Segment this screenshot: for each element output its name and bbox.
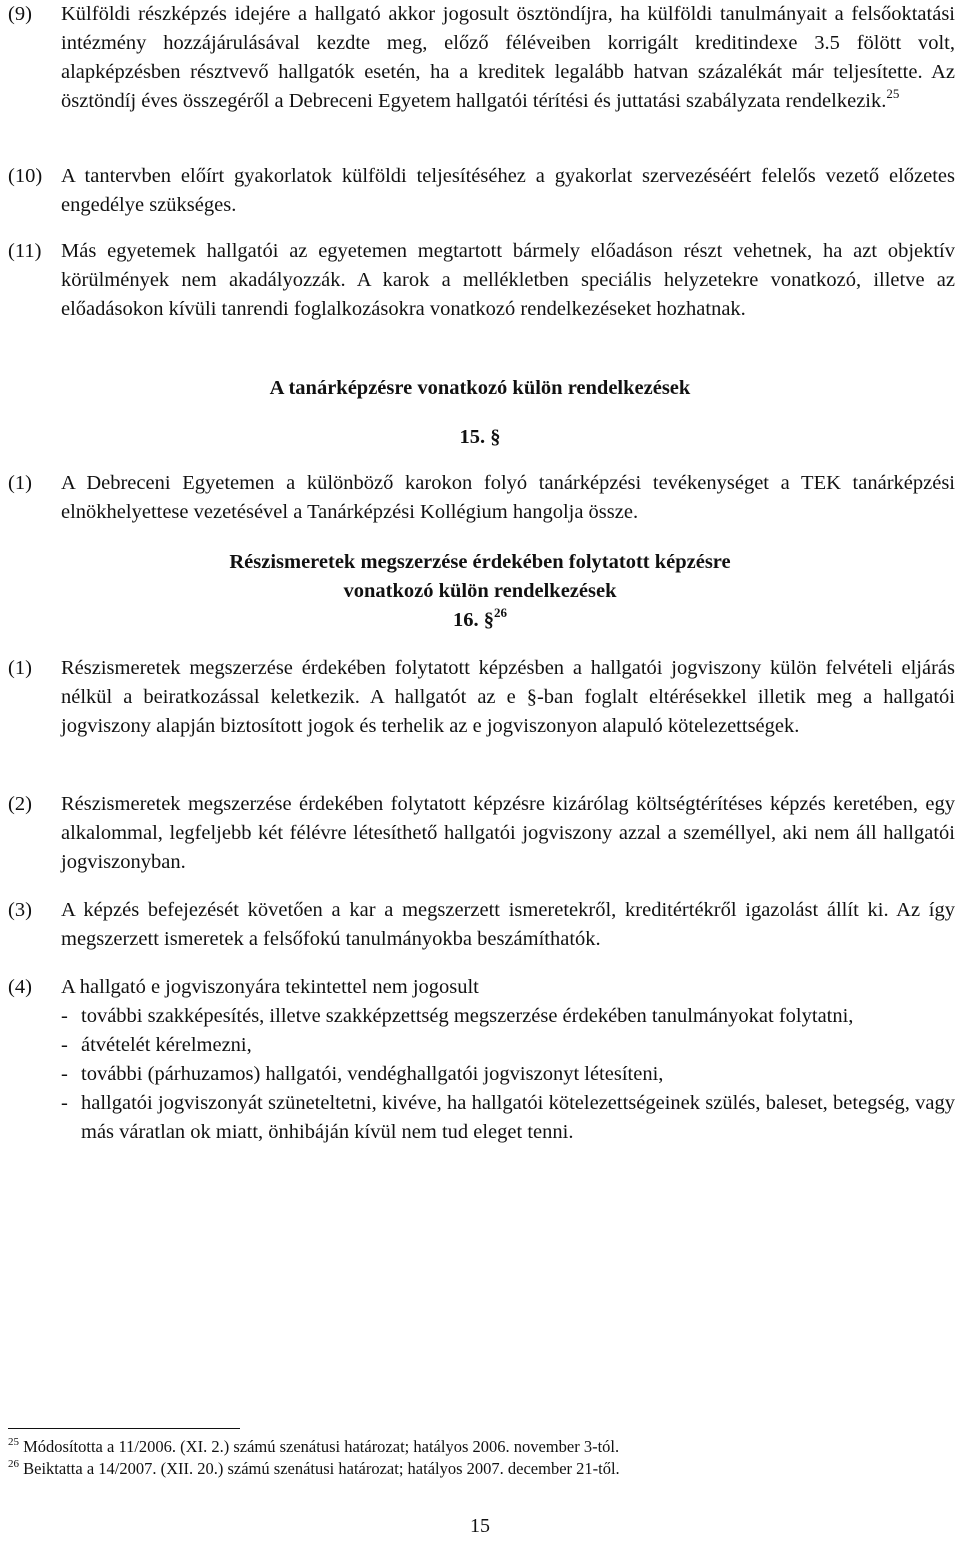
section-heading: A tanárképzésre vonatkozó külön rendelkezések bbox=[269, 377, 691, 399]
paragraph-11 bbox=[8, 237, 955, 324]
footnote-reference[interactable]: 26 bbox=[494, 605, 507, 620]
list-item bbox=[61, 1031, 955, 1060]
footnote-text: Beiktatta a 14/2007. (XII. 20.) számú szenátusi határozat; hatályos 2007. december 21-től. bbox=[23, 1459, 620, 1478]
footnote bbox=[8, 1459, 908, 1479]
section-number: 15. § bbox=[459, 426, 501, 448]
section-16-paragraph-4 bbox=[8, 973, 955, 1147]
section-number-text: 16. § bbox=[453, 609, 494, 631]
list-item bbox=[61, 1089, 955, 1147]
footnote-divider bbox=[8, 1428, 240, 1429]
list-item-text: hallgatói jogviszonyát szüneteltetni, kivéve, ha hallgatói kötelezettségeinek szülés, baleset, betegség, vagy más váratlan ok miatt, önhibáján kívül nem tud eleget tenni. bbox=[81, 1092, 955, 1143]
paragraph-number: (11) bbox=[8, 240, 42, 262]
list-item-text: további (párhuzamos) hallgatói, vendéghallgatói jogviszonyt létesíteni, bbox=[81, 1063, 664, 1085]
paragraph-10 bbox=[8, 162, 955, 220]
paragraph-9 bbox=[8, 0, 955, 116]
section-16-paragraph-1 bbox=[8, 654, 955, 741]
paragraph-number: (4) bbox=[8, 976, 32, 998]
list-item-text: további szakképesítés, illetve szakképzettség megszerzése érdekében tanulmányokat folytatni, bbox=[81, 1005, 854, 1027]
paragraph-intro: A hallgató e jogviszonyára tekintettel nem jogosult bbox=[61, 976, 479, 998]
section-16-paragraph-3 bbox=[8, 896, 955, 954]
list-item bbox=[61, 1060, 955, 1089]
paragraph-text: A tantervben előírt gyakorlatok külföldi teljesítéséhez a gyakorlat szervezéséért felelős vezető előzetes engedélye szükséges. bbox=[61, 165, 955, 216]
footnote-mark: 26 bbox=[8, 1458, 19, 1470]
paragraph-number: (10) bbox=[8, 165, 43, 187]
paragraph-text: Részismeretek megszerzése érdekében folytatott képzésre kizárólag költségtérítéses képzés keretében, egy alkalommal, legfeljebb két félévre létesíthető hallgatói jogviszony azzal a személlyel, aki nem áll hallgatói jogviszonyban. bbox=[61, 793, 955, 873]
list-item bbox=[61, 1002, 955, 1031]
footnote-reference[interactable]: 25 bbox=[886, 86, 900, 101]
paragraph-text: Más egyetemek hallgatói az egyetemen megtartott bármely előadáson részt vehetnek, ha azt objektív körülmények nem akadályozzák. A karok a mellékletben speciális helyzetekre vonatkozó, illetve az előadásokon kívüli tanrendi foglalkozásokra vonatkozó rendelkezéseket hozhatnak. bbox=[61, 240, 955, 320]
paragraph-number: (1) bbox=[8, 472, 32, 494]
list-marker: - bbox=[61, 1092, 68, 1114]
paragraph-number: (3) bbox=[8, 899, 32, 921]
list-item-text: átvételét kérelmezni, bbox=[81, 1034, 252, 1056]
page-number: 15 bbox=[470, 1515, 490, 1537]
section-heading-line-1: Részismeretek megszerzése érdekében folytatott képzésre bbox=[229, 551, 731, 573]
paragraph-number: (2) bbox=[8, 793, 32, 815]
section-number bbox=[0, 606, 960, 635]
list-marker: - bbox=[61, 1034, 68, 1056]
section-16-paragraph-2 bbox=[8, 790, 955, 877]
list-marker: - bbox=[61, 1005, 68, 1027]
footnote-mark: 25 bbox=[8, 1436, 19, 1448]
footnote bbox=[8, 1437, 908, 1457]
restriction-list bbox=[61, 1002, 955, 1147]
paragraph-text: Külföldi részképzés idejére a hallgató akkor jogosult ösztöndíjra, ha külföldi tanulmányait a felsőoktatási intézmény hozzájárulásával kezdte meg, előző féléveiben korrigált kreditindexe 3.5 fölött volt, alapképzésben résztvevő hallgatók esetén, ha a kreditek legalább hatvan százalékát már teljesítette. Az ösztöndíj éves összegéről a Debreceni Egyetem hallgatói térítési és juttatási szabályzata rendelkezik. bbox=[61, 3, 955, 112]
list-marker: - bbox=[61, 1063, 68, 1085]
section-15-paragraph-1 bbox=[8, 469, 955, 527]
section-heading-line-2: vonatkozó külön rendelkezések bbox=[343, 580, 617, 602]
paragraph-text: A Debreceni Egyetemen a különböző karokon folyó tanárképzési tevékenységet a TEK tanárképzési elnökhelyettese vezetésével a Tanárképzési Kollégium hangolja össze. bbox=[61, 472, 955, 523]
paragraph-number: (9) bbox=[8, 3, 32, 25]
footnote-text: Módosította a 11/2006. (XI. 2.) számú szenátusi határozat; hatályos 2006. november 3-tól. bbox=[23, 1437, 620, 1456]
paragraph-text: A képzés befejezését követően a kar a megszerzett ismeretekről, kreditértékről igazolást állít ki. Az így megszerzett ismeretek a felsőfokú tanulmányokba beszámíthatók. bbox=[61, 899, 955, 950]
paragraph-number: (1) bbox=[8, 657, 32, 679]
paragraph-text: Részismeretek megszerzése érdekében folytatott képzésben a hallgatói jogviszony külön felvételi eljárás nélkül a beiratkozással keletkezik. A hallgatót az e §-ban foglalt eltérésekkel illetik meg a hallgatói jogviszony alapján biztosított jogok és terhelik az e jogviszonyon alapuló kötelezettségek. bbox=[61, 657, 955, 737]
